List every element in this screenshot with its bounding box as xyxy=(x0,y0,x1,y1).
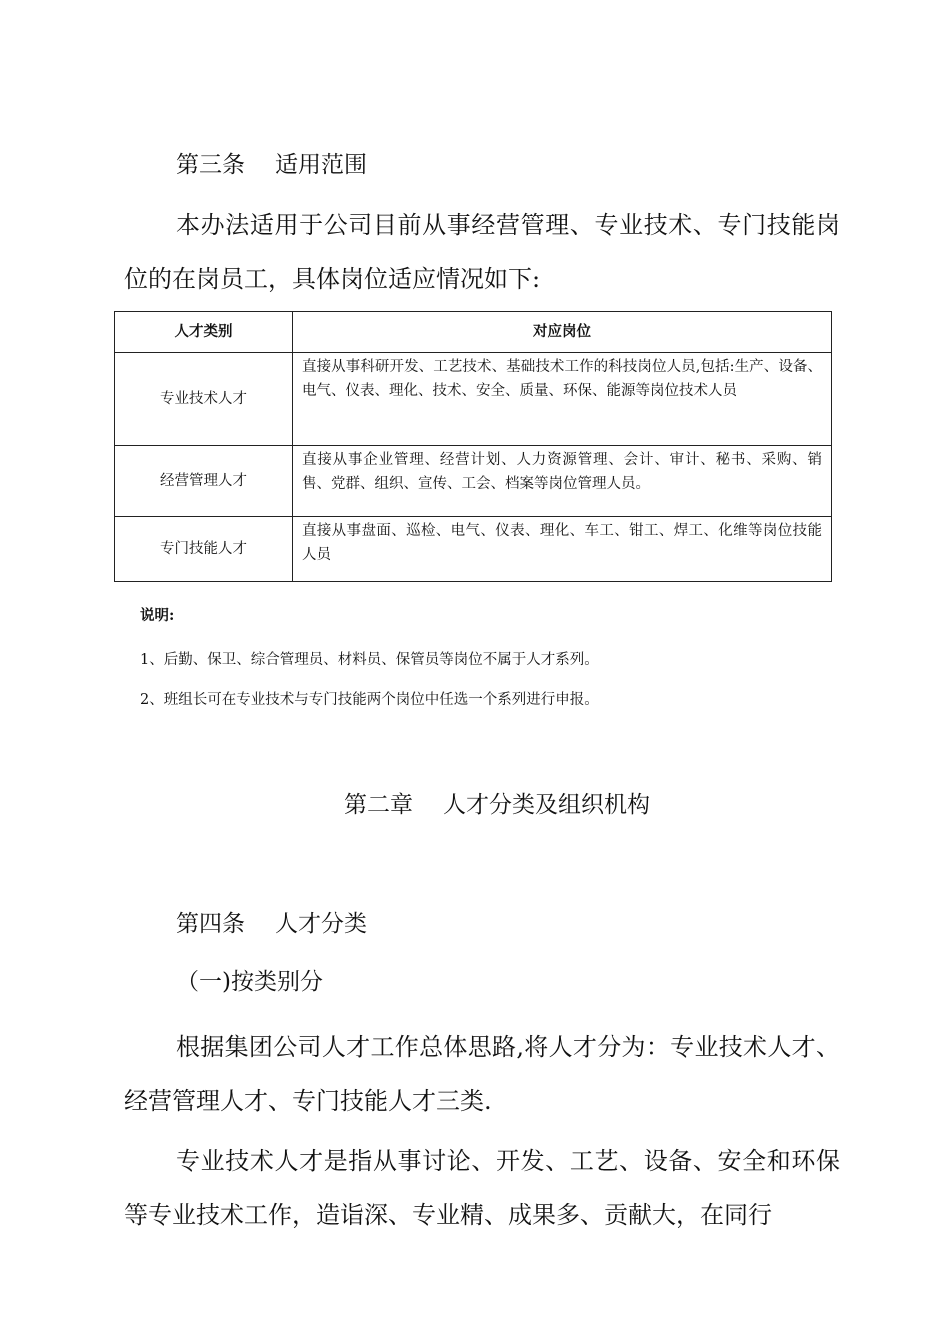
table-cell-positions: 直接从事科研开发、工艺技术、基础技术工作的科技岗位人员,包括:生产、设备、电气、仪表、理化、技术、安全、质量、环保、能源等岗位技术人员 xyxy=(293,353,832,446)
chapter-2-heading xyxy=(344,790,650,820)
chapter-2-title: 第二章 xyxy=(344,792,413,818)
section-3-title: 第三条 xyxy=(176,152,245,178)
talent-category-table xyxy=(114,311,832,582)
table-row xyxy=(115,353,832,446)
table-cell-category: 专业技术人才 xyxy=(115,353,293,446)
table-cell-positions: 直接从事盘面、巡检、电气、仪表、理化、车工、钳工、焊工、化维等岗位技能人员 xyxy=(293,517,832,582)
table-cell-category: 专门技能人才 xyxy=(115,517,293,582)
note-item: 2、班组长可在专业技术与专门技能两个岗位中任选一个系列进行申报。 xyxy=(140,692,599,708)
section-4-subtitle: 人才分类 xyxy=(275,911,367,937)
table-row xyxy=(115,517,832,582)
table-header-row xyxy=(115,312,832,353)
table-header-category: 人才类别 xyxy=(115,312,293,353)
table-cell-positions: 直接从事企业管理、经营计划、人力资源管理、会计、审计、秘书、采购、销售、党群、组织、宣传、工会、档案等岗位管理人员。 xyxy=(293,446,832,517)
section-4-subheading: （一)按类别分 xyxy=(176,969,323,995)
table-row xyxy=(115,446,832,517)
note-item: 1、后勤、保卫、综合管理员、材料员、保管员等岗位不属于人才系列。 xyxy=(140,652,599,668)
section-4-heading xyxy=(176,909,367,939)
section-4-title: 第四条 xyxy=(176,911,245,937)
chapter-2-subtitle: 人才分类及组织机构 xyxy=(443,792,650,818)
table-header-positions: 对应岗位 xyxy=(293,312,832,353)
section-3-subtitle: 适用范围 xyxy=(275,152,367,178)
section-4-paragraph-1: 根据集团公司人才工作总体思路,将人才分为：专业技术人才、经营管理人才、专门技能人才三类. xyxy=(124,1033,840,1115)
section-3-heading xyxy=(176,150,367,180)
table-cell-category: 经营管理人才 xyxy=(115,446,293,517)
section-3-paragraph: 本办法适用于公司目前从事经营管理、专业技术、专门技能岗位的在岗员工，具体岗位适应情况如下: xyxy=(124,211,840,293)
notes-title: 说明: xyxy=(140,607,175,624)
section-4-paragraph-2: 专业技术人才是指从事讨论、开发、工艺、设备、安全和环保等专业技术工作，造诣深、专业精、成果多、贡献大，在同行 xyxy=(124,1147,840,1229)
